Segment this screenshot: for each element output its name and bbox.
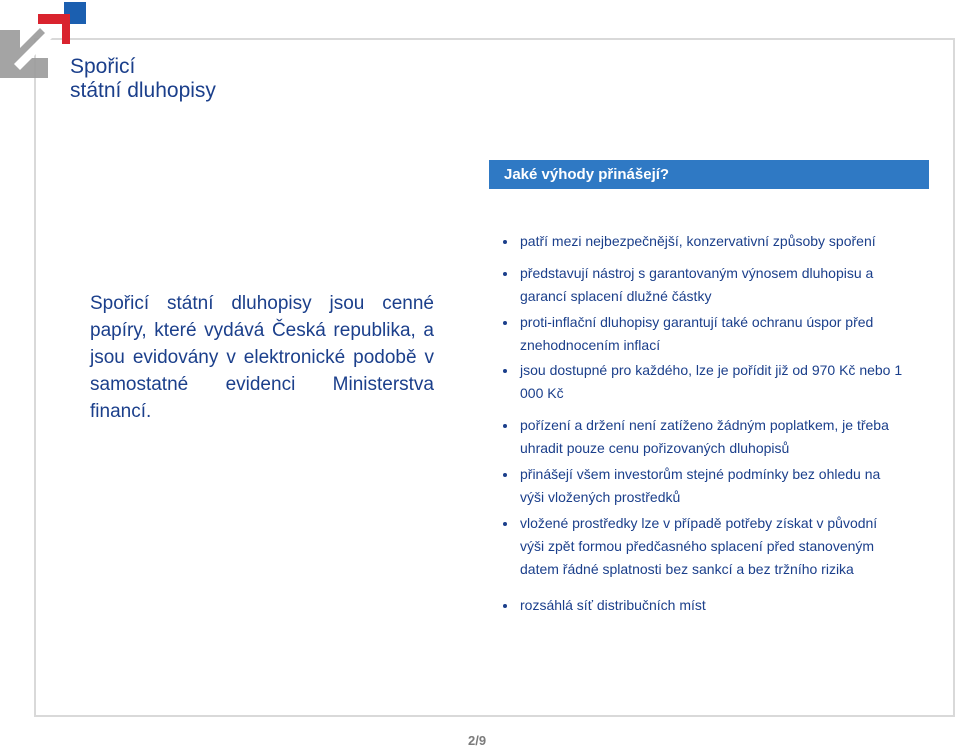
page-number: 2/9 [468,733,487,746]
list-item: představují nástroj s garantovaným výnosem dluhopisu a garancí splacení dlužné částky [503,262,903,308]
intro-paragraph: Spořicí státní dluhopisy jsou cenné papíry, které vydává Česká republika, a jsou evidovány v elektronické podobě v samostatné evidenci Ministerstva financí. [90,293,434,422]
benefits-list [503,230,903,617]
list-item: pořízení a držení není zatíženo žádným poplatkem, je třeba uhradit pouze cenu pořizovaných dluhopisů [503,414,903,460]
logo-line-2: státní dluhopisy [70,79,216,102]
list-item: proti-inflační dluhopisy garantují také ochranu úspor před znehodnocením inflací [503,311,903,357]
section-banner: Jaké výhody přinášejí? [489,160,929,189]
list-item: jsou dostupné pro každého, lze je pořídit již od 970 Kč nebo 1 000 Kč [503,359,903,405]
list-item: přinášejí všem investorům stejné podmínky bez ohledu na výši vložených prostředků [503,463,903,509]
logo-line-1: Spořicí [70,55,136,78]
list-item: vložené prostředky lze v případě potřeby získat v původní výši zpět formou předčasného splacení před stanoveným datem řádné splatnosti bez sankcí a bez tržního rizika [503,512,903,581]
logo-wordmark [70,55,220,103]
list-item: patří mezi nejbezpečnější, konzervativní způsoby spoření [503,230,903,253]
list-item: rozsáhlá síť distribučních míst [503,594,903,617]
